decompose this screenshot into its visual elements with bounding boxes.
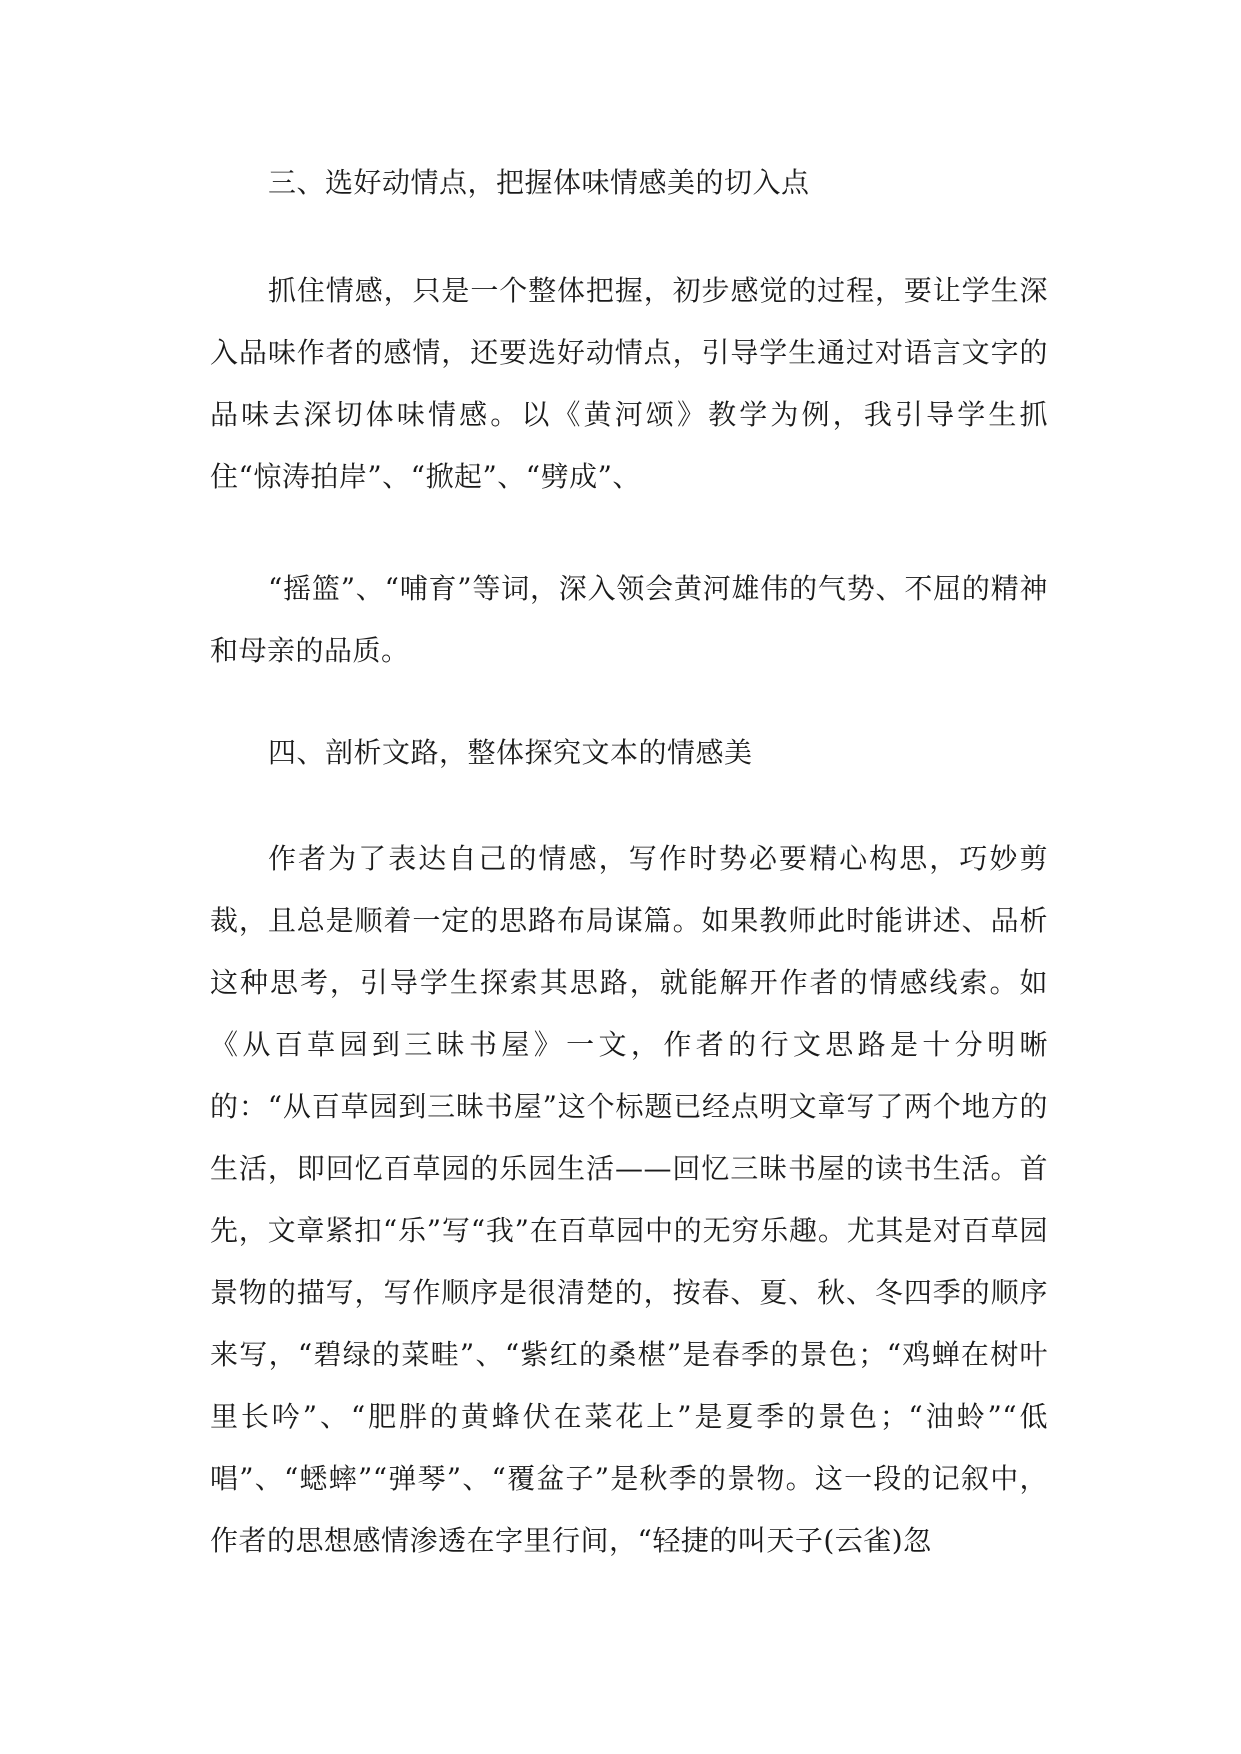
section-heading-3: 三、选好动情点，把握体味情感美的切入点 xyxy=(268,166,810,199)
paragraph-1: 抓住情感，只是一个整体把握，初步感觉的过程，要让学生深入品味作者的感情，还要选好动情点，引导学生通过对语言文字的品味去深切体味情感。以《黄河颂》教学为例，我引导学生抓住“惊涛拍岸”、“掀起”、“劈成”、 xyxy=(210,274,1048,493)
spacer xyxy=(210,508,1048,558)
spacer xyxy=(210,784,1048,828)
paragraph-3: 作者为了表达自己的情感，写作时势必要精心构思，巧妙剪裁，且总是顺着一定的思路布局谋篇。如果教师此时能讲述、品析这种思考，引导学生探索其思路，就能解开作者的情感线索。如《从百草园到三昧书屋》一文，作者的行文思路是十分明晰的：“从百草园到三昧书屋”这个标题已经点明文章写了两个地方的生活，即回忆百草园的乐园生活——回忆三昧书屋的读书生活。首先，文章紧扣“乐”写“我”在百草园中的无穷乐趣。尤其是对百草园景物的描写，写作顺序是很清楚的，按春、夏、秋、冬四季的顺序来写，“碧绿的菜畦”、“紫红的桑椹”是春季的景色；“鸡蝉在树叶里长吟”、“肥胖的黄蜂伏在菜花上”是夏季的景色；“油蛉”“低唱”、“蟋蟀”“弹琴”、“覆盆子”是秋季的景物。这一段的记叙中，作者的思想感情渗透在字里行间，“轻捷的叫天子(云雀)忽 xyxy=(210,842,1048,1557)
document-body xyxy=(210,152,1048,1572)
spacer xyxy=(210,682,1048,722)
paragraph-2: “摇篮”、“哺育”等词，深入领会黄河雄伟的气势、不屈的精神和母亲的品质。 xyxy=(210,572,1048,667)
spacer xyxy=(210,214,1048,260)
section-heading-4: 四、剖析文路，整体探究文本的情感美 xyxy=(268,736,753,769)
